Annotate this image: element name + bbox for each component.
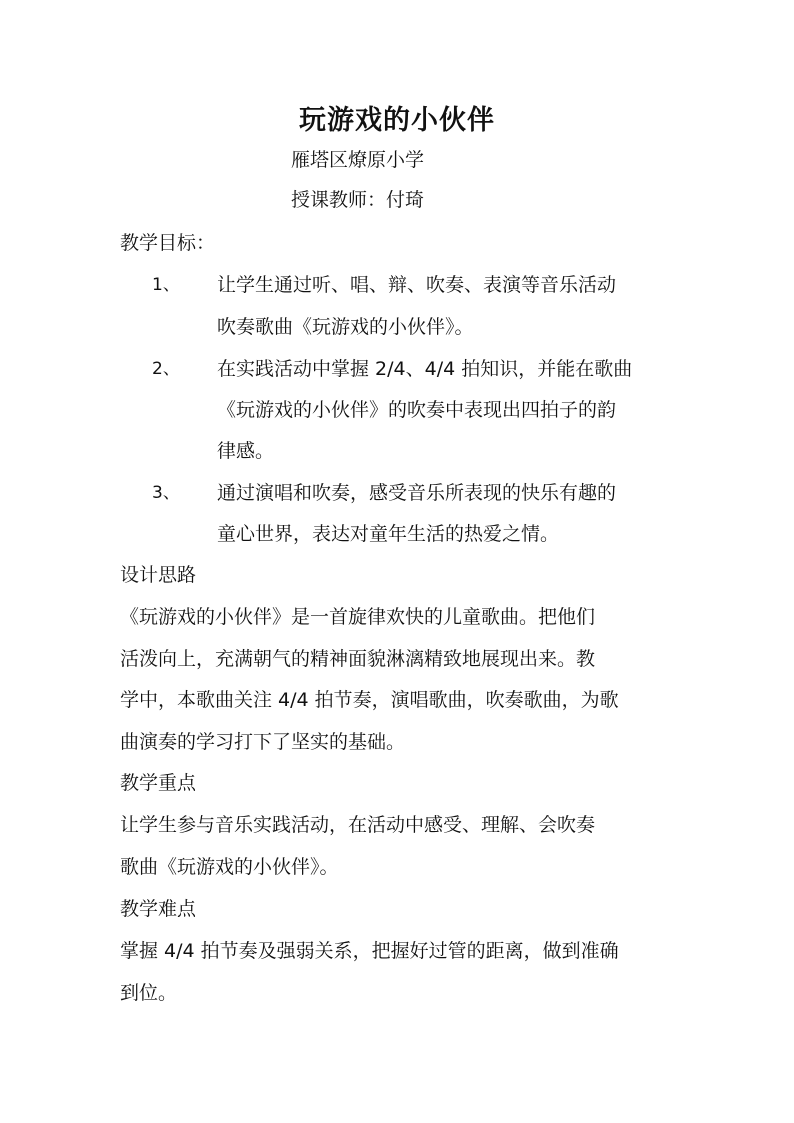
objective-number-1: 1、 [152, 275, 180, 295]
design-heading: 设计思路 [120, 564, 197, 586]
objective-2-line-1: 在实践活动中掌握 2/4、4/4 拍知识，并能在歌曲 [217, 358, 633, 380]
key-points-line-1: 让学生参与音乐实践活动，在活动中感受、理解、会吹奏 [120, 814, 596, 836]
difficulties-heading: 教学难点 [120, 898, 197, 920]
design-line-3: 学中，本歌曲关注 4/4 拍节奏，演唱歌曲，吹奏歌曲，为歌 [120, 689, 619, 711]
design-line-4: 曲演奏的学习打下了坚实的基础。 [120, 731, 406, 753]
school-name: 雁塔区燎原小学 [291, 149, 425, 171]
objective-number-3: 3、 [152, 483, 180, 503]
key-points-heading: 教学重点 [120, 772, 197, 794]
objective-1-line-2: 吹奏歌曲《玩游戏的小伙伴》。 [217, 316, 474, 338]
design-line-2: 活泼向上，充满朝气的精神面貌淋漓精致地展现出来。教 [120, 648, 596, 670]
teacher-name: 授课教师：付琦 [291, 189, 425, 211]
objective-3-line-1: 通过演唱和吹奏，感受音乐所表现的快乐有趣的 [217, 482, 617, 504]
objective-2-line-3: 律感。 [217, 440, 275, 462]
objective-1-line-1: 让学生通过听、唱、辩、吹奏、表演等音乐活动 [217, 274, 617, 296]
key-points-line-2: 歌曲《玩游戏的小伙伴》。 [120, 856, 339, 878]
document-title: 玩游戏的小伙伴 [299, 105, 495, 136]
objective-2-line-2: 《玩游戏的小伙伴》的吹奏中表现出四拍子的韵 [217, 399, 617, 421]
objective-3-line-2: 童心世界，表达对童年生活的热爱之情。 [217, 523, 560, 545]
difficulties-line-1: 掌握 4/4 拍节奏及强弱关系，把握好过管的距离，做到准确 [120, 940, 619, 962]
objective-number-2: 2、 [152, 359, 180, 379]
difficulties-line-2: 到位。 [120, 982, 178, 1004]
design-line-1: 《玩游戏的小伙伴》是一首旋律欢快的儿童歌曲。把他们 [120, 606, 596, 628]
objectives-heading: 教学目标： [120, 232, 216, 254]
